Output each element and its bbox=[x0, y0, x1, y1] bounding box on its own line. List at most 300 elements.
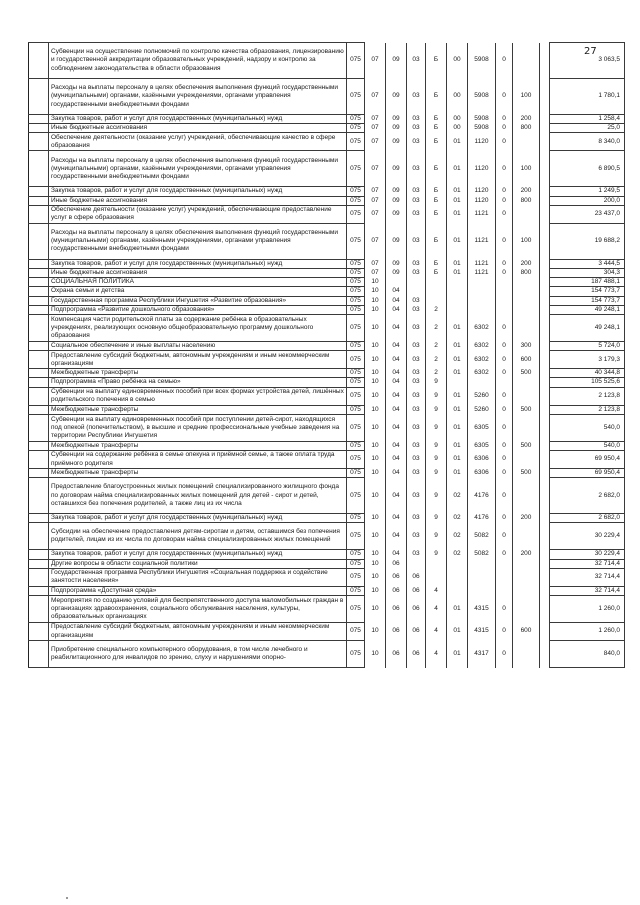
row-code-6: 02 bbox=[447, 514, 468, 523]
row-code-9: 100 bbox=[513, 151, 540, 187]
row-code-7: 6306 bbox=[468, 469, 496, 478]
row-name: Подпрограмма «Доступная среда» bbox=[49, 586, 347, 595]
row-code-2: 07 bbox=[365, 196, 386, 205]
row-name: Межбюджетные трансферты bbox=[49, 405, 347, 414]
row-margin-cell bbox=[29, 596, 49, 623]
row-code-7: 6305 bbox=[468, 414, 496, 441]
row-code-1: 075 bbox=[347, 514, 365, 523]
row-code-5: Б bbox=[426, 269, 447, 278]
row-amount: 32 714,4 bbox=[550, 586, 625, 595]
row-amount: 187 488,1 bbox=[550, 278, 625, 287]
row-code-3: 09 bbox=[386, 43, 407, 79]
row-code-8: 0 bbox=[496, 151, 513, 187]
table-row bbox=[29, 523, 625, 550]
row-gap-cell bbox=[540, 550, 550, 559]
row-code-1: 075 bbox=[347, 469, 365, 478]
row-code-7: 6305 bbox=[468, 441, 496, 450]
row-name: Предоставление благоустроенных жилых помещений специализированного жилищного фонда по договорам найма специализированных жилых помещений для детей - сирот и детей, оставшихся без попечения родителей, а также лиц из их числа bbox=[49, 478, 347, 514]
table-row bbox=[29, 133, 625, 151]
row-code-2: 10 bbox=[365, 596, 386, 623]
row-name: Межбюджетные трансферты bbox=[49, 369, 347, 378]
row-code-3: 06 bbox=[386, 641, 407, 668]
row-code-6: 01 bbox=[447, 196, 468, 205]
row-gap-cell bbox=[540, 351, 550, 369]
table-row bbox=[29, 351, 625, 369]
row-code-4: 03 bbox=[407, 478, 426, 514]
row-code-8: 0 bbox=[496, 369, 513, 378]
row-code-6: 01 bbox=[447, 414, 468, 441]
row-amount: 154 773,7 bbox=[550, 296, 625, 305]
row-code-3: 09 bbox=[386, 259, 407, 268]
row-code-1: 075 bbox=[347, 405, 365, 414]
row-name: Предоставление субсидий бюджетным, автономным учреждениям и иным некоммерческим организациям bbox=[49, 623, 347, 641]
table-row bbox=[29, 514, 625, 523]
row-code-8: 0 bbox=[496, 115, 513, 124]
row-margin-cell bbox=[29, 124, 49, 133]
row-code-5: Б bbox=[426, 187, 447, 196]
row-code-9 bbox=[513, 296, 540, 305]
row-name: Обеспечение деятельности (оказание услуг) учреждений, обеспечивающие качество в сфере образования bbox=[49, 133, 347, 151]
row-code-2: 10 bbox=[365, 586, 386, 595]
row-code-4: 03 bbox=[407, 441, 426, 450]
row-code-3: 04 bbox=[386, 478, 407, 514]
row-code-1: 075 bbox=[347, 378, 365, 387]
row-margin-cell bbox=[29, 79, 49, 115]
table-row bbox=[29, 287, 625, 296]
row-code-3: 04 bbox=[386, 469, 407, 478]
row-code-8: 0 bbox=[496, 451, 513, 469]
row-name: СОЦИАЛЬНАЯ ПОЛИТИКА bbox=[49, 278, 347, 287]
row-amount: 2 682,0 bbox=[550, 514, 625, 523]
row-code-3: 09 bbox=[386, 79, 407, 115]
row-code-4: 06 bbox=[407, 623, 426, 641]
row-code-5 bbox=[426, 278, 447, 287]
row-code-2: 10 bbox=[365, 441, 386, 450]
row-code-1: 075 bbox=[347, 43, 365, 79]
row-name: Межбюджетные трансферты bbox=[49, 441, 347, 450]
table-row bbox=[29, 151, 625, 187]
row-code-6: 01 bbox=[447, 151, 468, 187]
table-row bbox=[29, 269, 625, 278]
row-code-7: 5908 bbox=[468, 124, 496, 133]
row-name: Расходы на выплаты персоналу в целях обеспечения выполнения функций государственными (муниципальными) органами, казёнными учреждениями, органами управления государственными внебюджетными фондами bbox=[49, 223, 347, 259]
row-code-3: 04 bbox=[386, 287, 407, 296]
row-gap-cell bbox=[540, 641, 550, 668]
row-margin-cell bbox=[29, 259, 49, 268]
table-row bbox=[29, 43, 625, 79]
row-code-2: 10 bbox=[365, 514, 386, 523]
row-code-1: 075 bbox=[347, 278, 365, 287]
row-code-5: 9 bbox=[426, 378, 447, 387]
row-code-8: 0 bbox=[496, 79, 513, 115]
row-margin-cell bbox=[29, 287, 49, 296]
row-code-8: 0 bbox=[496, 641, 513, 668]
row-code-3: 04 bbox=[386, 369, 407, 378]
row-code-7: 1120 bbox=[468, 196, 496, 205]
row-name: Закупка товаров, работ и услуг для государственных (муниципальных) нужд bbox=[49, 259, 347, 268]
row-gap-cell bbox=[540, 259, 550, 268]
row-code-4: 03 bbox=[407, 378, 426, 387]
row-amount: 32 714,4 bbox=[550, 559, 625, 568]
row-code-2: 10 bbox=[365, 351, 386, 369]
row-amount: 3 179,3 bbox=[550, 351, 625, 369]
row-code-1: 075 bbox=[347, 187, 365, 196]
row-name: Субвенции на содержание ребёнка в семье опекуна и приёмной семье, а также оплата труда приёмного родителя bbox=[49, 451, 347, 469]
row-code-6: 01 bbox=[447, 387, 468, 405]
row-margin-cell bbox=[29, 342, 49, 351]
row-code-9: 200 bbox=[513, 259, 540, 268]
row-code-9 bbox=[513, 315, 540, 342]
row-code-5: 9 bbox=[426, 387, 447, 405]
row-margin-cell bbox=[29, 559, 49, 568]
row-code-3: 09 bbox=[386, 269, 407, 278]
row-code-4: 03 bbox=[407, 550, 426, 559]
row-name: Субвенции на выплату единовременных пособий при всех формах устройства детей, лишённых родительского попечения в семью bbox=[49, 387, 347, 405]
row-code-2: 10 bbox=[365, 641, 386, 668]
table-row bbox=[29, 278, 625, 287]
table-row bbox=[29, 205, 625, 223]
row-code-8: 0 bbox=[496, 623, 513, 641]
row-margin-cell bbox=[29, 305, 49, 314]
row-code-1: 075 bbox=[347, 387, 365, 405]
row-code-9: 600 bbox=[513, 623, 540, 641]
row-amount: 19 688,2 bbox=[550, 223, 625, 259]
row-margin-cell bbox=[29, 115, 49, 124]
row-amount: 1 249,5 bbox=[550, 187, 625, 196]
row-code-3 bbox=[386, 278, 407, 287]
row-code-4: 03 bbox=[407, 296, 426, 305]
row-code-8 bbox=[496, 378, 513, 387]
row-margin-cell bbox=[29, 269, 49, 278]
row-code-5: 4 bbox=[426, 596, 447, 623]
row-name: Межбюджетные трансферты bbox=[49, 469, 347, 478]
row-gap-cell bbox=[540, 369, 550, 378]
row-code-2: 10 bbox=[365, 451, 386, 469]
row-margin-cell bbox=[29, 405, 49, 414]
row-amount: 3 444,5 bbox=[550, 259, 625, 268]
row-amount: 69 950,4 bbox=[550, 451, 625, 469]
row-code-8 bbox=[496, 559, 513, 568]
row-code-3: 04 bbox=[386, 315, 407, 342]
table-row bbox=[29, 187, 625, 196]
row-amount: 1 260,0 bbox=[550, 596, 625, 623]
row-code-4: 03 bbox=[407, 342, 426, 351]
row-code-8: 0 bbox=[496, 441, 513, 450]
row-code-5: 2 bbox=[426, 369, 447, 378]
row-code-5: 2 bbox=[426, 315, 447, 342]
row-code-5 bbox=[426, 296, 447, 305]
row-margin-cell bbox=[29, 133, 49, 151]
row-code-3: 04 bbox=[386, 342, 407, 351]
row-code-6: 00 bbox=[447, 79, 468, 115]
row-code-1: 075 bbox=[347, 523, 365, 550]
row-code-9: 600 bbox=[513, 351, 540, 369]
row-code-5 bbox=[426, 559, 447, 568]
row-margin-cell bbox=[29, 514, 49, 523]
table-row bbox=[29, 305, 625, 314]
row-code-1: 075 bbox=[347, 586, 365, 595]
row-amount: 49 248,1 bbox=[550, 305, 625, 314]
row-code-8: 0 bbox=[496, 205, 513, 223]
row-code-2: 10 bbox=[365, 478, 386, 514]
row-code-7: 1120 bbox=[468, 187, 496, 196]
row-code-8: 0 bbox=[496, 223, 513, 259]
row-code-2: 07 bbox=[365, 205, 386, 223]
row-code-3: 04 bbox=[386, 405, 407, 414]
row-gap-cell bbox=[540, 79, 550, 115]
row-code-5: 2 bbox=[426, 305, 447, 314]
row-margin-cell bbox=[29, 623, 49, 641]
row-code-7 bbox=[468, 305, 496, 314]
row-code-6: 01 bbox=[447, 223, 468, 259]
row-code-1: 075 bbox=[347, 641, 365, 668]
table-row bbox=[29, 223, 625, 259]
row-code-2: 07 bbox=[365, 79, 386, 115]
row-margin-cell bbox=[29, 296, 49, 305]
row-code-3: 09 bbox=[386, 124, 407, 133]
row-margin-cell bbox=[29, 205, 49, 223]
row-name: Расходы на выплаты персоналу в целях обеспечения выполнения функций государственными (муниципальными) органами, казёнными учреждениями, органами управления государственными внебюджетными фондами bbox=[49, 151, 347, 187]
row-amount: 30 229,4 bbox=[550, 550, 625, 559]
row-margin-cell bbox=[29, 351, 49, 369]
row-code-2: 10 bbox=[365, 550, 386, 559]
row-code-7: 6302 bbox=[468, 369, 496, 378]
row-code-9 bbox=[513, 378, 540, 387]
row-gap-cell bbox=[540, 124, 550, 133]
row-code-9: 500 bbox=[513, 369, 540, 378]
row-code-9: 200 bbox=[513, 187, 540, 196]
row-code-4: 03 bbox=[407, 414, 426, 441]
row-code-6: 01 bbox=[447, 405, 468, 414]
row-code-9 bbox=[513, 559, 540, 568]
row-code-7: 4315 bbox=[468, 623, 496, 641]
row-code-7: 1121 bbox=[468, 205, 496, 223]
row-code-4: 06 bbox=[407, 641, 426, 668]
row-code-7: 5082 bbox=[468, 523, 496, 550]
row-code-5: 4 bbox=[426, 586, 447, 595]
row-code-8: 0 bbox=[496, 43, 513, 79]
row-amount: 25,0 bbox=[550, 124, 625, 133]
row-amount: 2 123,8 bbox=[550, 387, 625, 405]
row-name: Закупка товаров, работ и услуг для государственных (муниципальных) нужд bbox=[49, 187, 347, 196]
row-code-5: 9 bbox=[426, 523, 447, 550]
row-name: Компенсация части родительской платы за содержание ребёнка в образовательных учреждениях, реализующих основную общеобразовательную программу дошкольного образования bbox=[49, 315, 347, 342]
row-code-4: 03 bbox=[407, 523, 426, 550]
row-code-6: 01 bbox=[447, 469, 468, 478]
row-code-5: 9 bbox=[426, 469, 447, 478]
row-code-9 bbox=[513, 287, 540, 296]
row-code-5: 4 bbox=[426, 641, 447, 668]
row-code-5: Б bbox=[426, 115, 447, 124]
row-margin-cell bbox=[29, 478, 49, 514]
row-code-7: 6306 bbox=[468, 451, 496, 469]
row-code-7: 5082 bbox=[468, 550, 496, 559]
row-code-6: 02 bbox=[447, 523, 468, 550]
row-code-2: 07 bbox=[365, 223, 386, 259]
row-code-9: 100 bbox=[513, 223, 540, 259]
row-code-7 bbox=[468, 296, 496, 305]
row-code-4: 03 bbox=[407, 187, 426, 196]
row-code-4: 03 bbox=[407, 351, 426, 369]
row-name: Другие вопросы в области социальной политики bbox=[49, 559, 347, 568]
row-code-5: 2 bbox=[426, 351, 447, 369]
table-row bbox=[29, 369, 625, 378]
row-code-1: 075 bbox=[347, 133, 365, 151]
row-gap-cell bbox=[540, 133, 550, 151]
row-gap-cell bbox=[540, 586, 550, 595]
row-gap-cell bbox=[540, 559, 550, 568]
row-code-6: 01 bbox=[447, 351, 468, 369]
row-code-8: 0 bbox=[496, 596, 513, 623]
row-code-7: 1121 bbox=[468, 223, 496, 259]
row-code-3: 06 bbox=[386, 586, 407, 595]
table-row bbox=[29, 387, 625, 405]
row-margin-cell bbox=[29, 43, 49, 79]
row-code-4: 03 bbox=[407, 315, 426, 342]
row-code-7: 4317 bbox=[468, 641, 496, 668]
row-code-8: 0 bbox=[496, 387, 513, 405]
row-code-4: 03 bbox=[407, 451, 426, 469]
row-code-1: 075 bbox=[347, 550, 365, 559]
row-code-5: 9 bbox=[426, 514, 447, 523]
row-code-6 bbox=[447, 378, 468, 387]
table-row bbox=[29, 559, 625, 568]
row-code-2: 07 bbox=[365, 187, 386, 196]
row-code-1: 075 bbox=[347, 259, 365, 268]
row-margin-cell bbox=[29, 369, 49, 378]
row-code-8: 0 bbox=[496, 315, 513, 342]
row-code-4: 03 bbox=[407, 369, 426, 378]
row-code-9 bbox=[513, 596, 540, 623]
table-row bbox=[29, 414, 625, 441]
row-margin-cell bbox=[29, 278, 49, 287]
row-gap-cell bbox=[540, 315, 550, 342]
row-code-1: 075 bbox=[347, 196, 365, 205]
table-row bbox=[29, 623, 625, 641]
row-code-8: 0 bbox=[496, 550, 513, 559]
row-code-8 bbox=[496, 287, 513, 296]
row-amount: 6 890,5 bbox=[550, 151, 625, 187]
row-code-1: 075 bbox=[347, 623, 365, 641]
row-code-7: 6302 bbox=[468, 351, 496, 369]
row-gap-cell bbox=[540, 623, 550, 641]
row-code-6 bbox=[447, 305, 468, 314]
row-code-3: 09 bbox=[386, 115, 407, 124]
row-code-7: 5908 bbox=[468, 79, 496, 115]
row-code-8: 0 bbox=[496, 187, 513, 196]
row-code-5: Б bbox=[426, 43, 447, 79]
row-code-6 bbox=[447, 296, 468, 305]
row-code-4: 03 bbox=[407, 223, 426, 259]
row-code-4 bbox=[407, 559, 426, 568]
row-code-5: 9 bbox=[426, 405, 447, 414]
row-code-1: 075 bbox=[347, 269, 365, 278]
row-gap-cell bbox=[540, 187, 550, 196]
row-gap-cell bbox=[540, 596, 550, 623]
row-code-8: 0 bbox=[496, 523, 513, 550]
row-code-6: 01 bbox=[447, 451, 468, 469]
table-row bbox=[29, 342, 625, 351]
row-code-8 bbox=[496, 296, 513, 305]
row-code-4: 03 bbox=[407, 259, 426, 268]
row-code-3: 06 bbox=[386, 596, 407, 623]
row-amount: 304,3 bbox=[550, 269, 625, 278]
row-code-7 bbox=[468, 278, 496, 287]
row-code-7 bbox=[468, 287, 496, 296]
row-code-4: 03 bbox=[407, 405, 426, 414]
row-code-9 bbox=[513, 568, 540, 586]
table-row bbox=[29, 296, 625, 305]
row-code-2: 10 bbox=[365, 287, 386, 296]
row-code-1: 075 bbox=[347, 79, 365, 115]
row-code-4: 03 bbox=[407, 387, 426, 405]
row-gap-cell bbox=[540, 43, 550, 79]
table-row bbox=[29, 405, 625, 414]
row-code-1: 075 bbox=[347, 369, 365, 378]
row-margin-cell bbox=[29, 151, 49, 187]
row-code-8: 0 bbox=[496, 405, 513, 414]
row-code-6 bbox=[447, 287, 468, 296]
row-gap-cell bbox=[540, 514, 550, 523]
row-code-6: 00 bbox=[447, 124, 468, 133]
row-code-1: 075 bbox=[347, 315, 365, 342]
row-code-2: 10 bbox=[365, 559, 386, 568]
row-name: Обеспечение деятельности (оказание услуг) учреждений, обеспечивающие предоставление услуг в сфере образования bbox=[49, 205, 347, 223]
row-code-1: 075 bbox=[347, 351, 365, 369]
row-code-5: 9 bbox=[426, 550, 447, 559]
row-code-8 bbox=[496, 278, 513, 287]
row-code-6: 02 bbox=[447, 550, 468, 559]
row-code-7 bbox=[468, 568, 496, 586]
row-margin-cell bbox=[29, 223, 49, 259]
row-amount: 540,0 bbox=[550, 441, 625, 450]
scan-artifact bbox=[66, 897, 68, 899]
page-number: 27 bbox=[584, 46, 597, 57]
row-code-2: 07 bbox=[365, 124, 386, 133]
row-amount: 23 437,0 bbox=[550, 205, 625, 223]
row-code-6: 01 bbox=[447, 441, 468, 450]
row-code-8 bbox=[496, 568, 513, 586]
row-code-3: 04 bbox=[386, 523, 407, 550]
row-name: Иные бюджетные ассигнования bbox=[49, 124, 347, 133]
row-code-1: 075 bbox=[347, 305, 365, 314]
row-name: Подпрограмма «Развитие дошкольного образования» bbox=[49, 305, 347, 314]
table-row bbox=[29, 568, 625, 586]
row-code-5: Б bbox=[426, 133, 447, 151]
row-amount: 2 123,8 bbox=[550, 405, 625, 414]
row-margin-cell bbox=[29, 378, 49, 387]
row-code-9 bbox=[513, 641, 540, 668]
row-code-3: 04 bbox=[386, 351, 407, 369]
row-code-9 bbox=[513, 478, 540, 514]
row-code-2: 07 bbox=[365, 151, 386, 187]
row-code-7: 1120 bbox=[468, 151, 496, 187]
row-code-3: 04 bbox=[386, 387, 407, 405]
row-code-8 bbox=[496, 305, 513, 314]
row-code-6: 01 bbox=[447, 623, 468, 641]
row-amount: 30 229,4 bbox=[550, 523, 625, 550]
row-code-3: 09 bbox=[386, 133, 407, 151]
table-row bbox=[29, 196, 625, 205]
row-code-9 bbox=[513, 205, 540, 223]
row-amount: 540,0 bbox=[550, 414, 625, 441]
row-code-6: 00 bbox=[447, 115, 468, 124]
row-code-9: 100 bbox=[513, 79, 540, 115]
row-gap-cell bbox=[540, 151, 550, 187]
row-amount: 32 714,4 bbox=[550, 568, 625, 586]
row-margin-cell bbox=[29, 550, 49, 559]
row-code-7 bbox=[468, 586, 496, 595]
